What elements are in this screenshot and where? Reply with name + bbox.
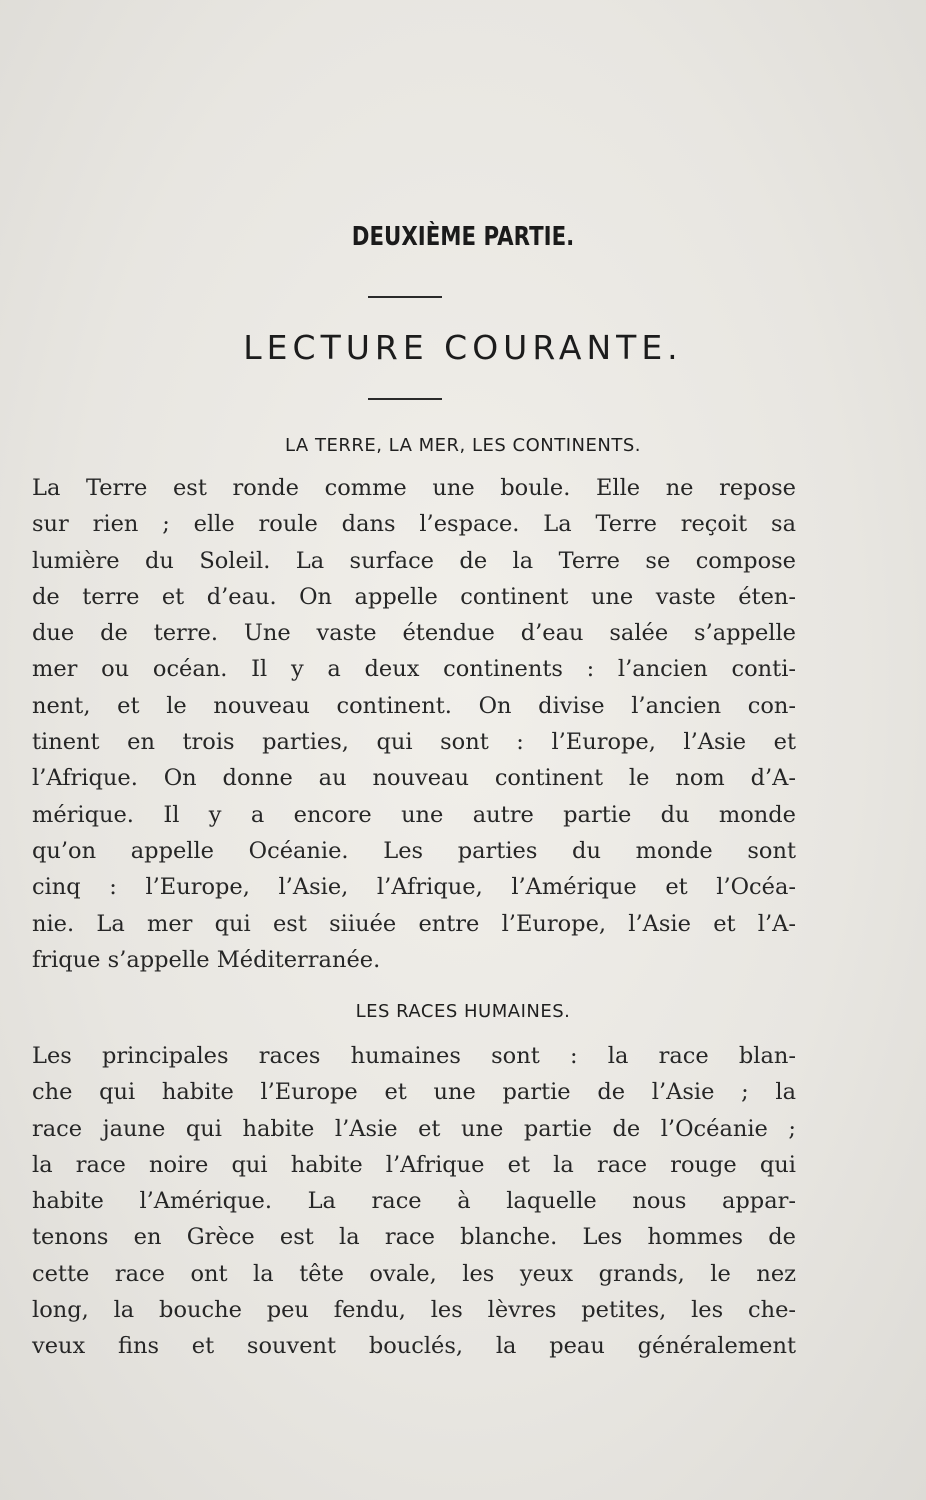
text-line: long, la bouche peu fendu, les lèvres petites, les che- — [32, 1297, 796, 1324]
chapter-heading-continents: LA TERRE, LA MER, LES CONTINENTS. — [284, 435, 641, 456]
text-line: due de terre. Une vaste étendue d’eau salée s’appelle — [32, 620, 796, 647]
text-line: la race noire qui habite l’Afrique et la race rouge qui — [32, 1151, 796, 1178]
text-line: mérique. Il y a encore une autre partie du monde — [32, 801, 796, 828]
text-line: Les principales races humaines sont : la race blan- — [32, 1043, 796, 1069]
text-line: nent, et le nouveau continent. On divise l’ancien con- — [32, 692, 796, 719]
text-line: La Terre est ronde comme une boule. Elle ne repose — [32, 475, 796, 501]
text-line: sur rien ; elle roule dans l’espace. La Terre reçoit sa — [32, 511, 796, 538]
text-line: tinent en trois parties, qui sont : l’Europe, l’Asie et — [32, 729, 796, 756]
paragraph-races — [32, 1038, 796, 1365]
text-line: frique s’appelle Méditerranée. — [32, 946, 381, 973]
chapter-heading-races: LES RACES HUMAINES. — [355, 1001, 571, 1022]
paragraph-continents — [32, 470, 796, 978]
text-line: l’Afrique. On donne au nouveau continent le nom d’A- — [32, 765, 796, 792]
text-line: race jaune qui habite l’Asie et une partie de l’Océanie ; — [32, 1115, 796, 1142]
text-line: che qui habite l’Europe et une partie de l’Asie ; la — [32, 1079, 796, 1106]
part-title: DEUXIÈME PARTIE. — [351, 222, 575, 252]
text-line: cinq : l’Europe, l’Asie, l’Afrique, l’Amérique et l’Océa- — [32, 874, 796, 901]
text-line: tenons en Grèce est la race blanche. Les hommes de — [32, 1224, 796, 1251]
text-line: habite l’Amérique. La race à laquelle nous appar- — [32, 1188, 796, 1215]
divider-rule-bottom — [368, 398, 442, 400]
section-title: LECTURE COURANTE. — [243, 328, 683, 367]
text-line: lumière du Soleil. La surface de la Terre se compose — [32, 547, 796, 574]
text-line: mer ou océan. Il y a deux continents : l’ancien conti- — [32, 656, 796, 683]
text-line: nie. La mer qui est siiuée entre l’Europe, l’Asie et l’A- — [32, 910, 796, 937]
text-line: qu’on appelle Océanie. Les parties du monde sont — [32, 837, 796, 864]
text-line: veux fins et souvent bouclés, la peau généralement — [32, 1333, 796, 1360]
text-line: de terre et d’eau. On appelle continent une vaste éten- — [32, 583, 796, 610]
text-line: cette race ont la tête ovale, les yeux grands, le nez — [32, 1260, 796, 1287]
divider-rule-top — [368, 296, 442, 298]
